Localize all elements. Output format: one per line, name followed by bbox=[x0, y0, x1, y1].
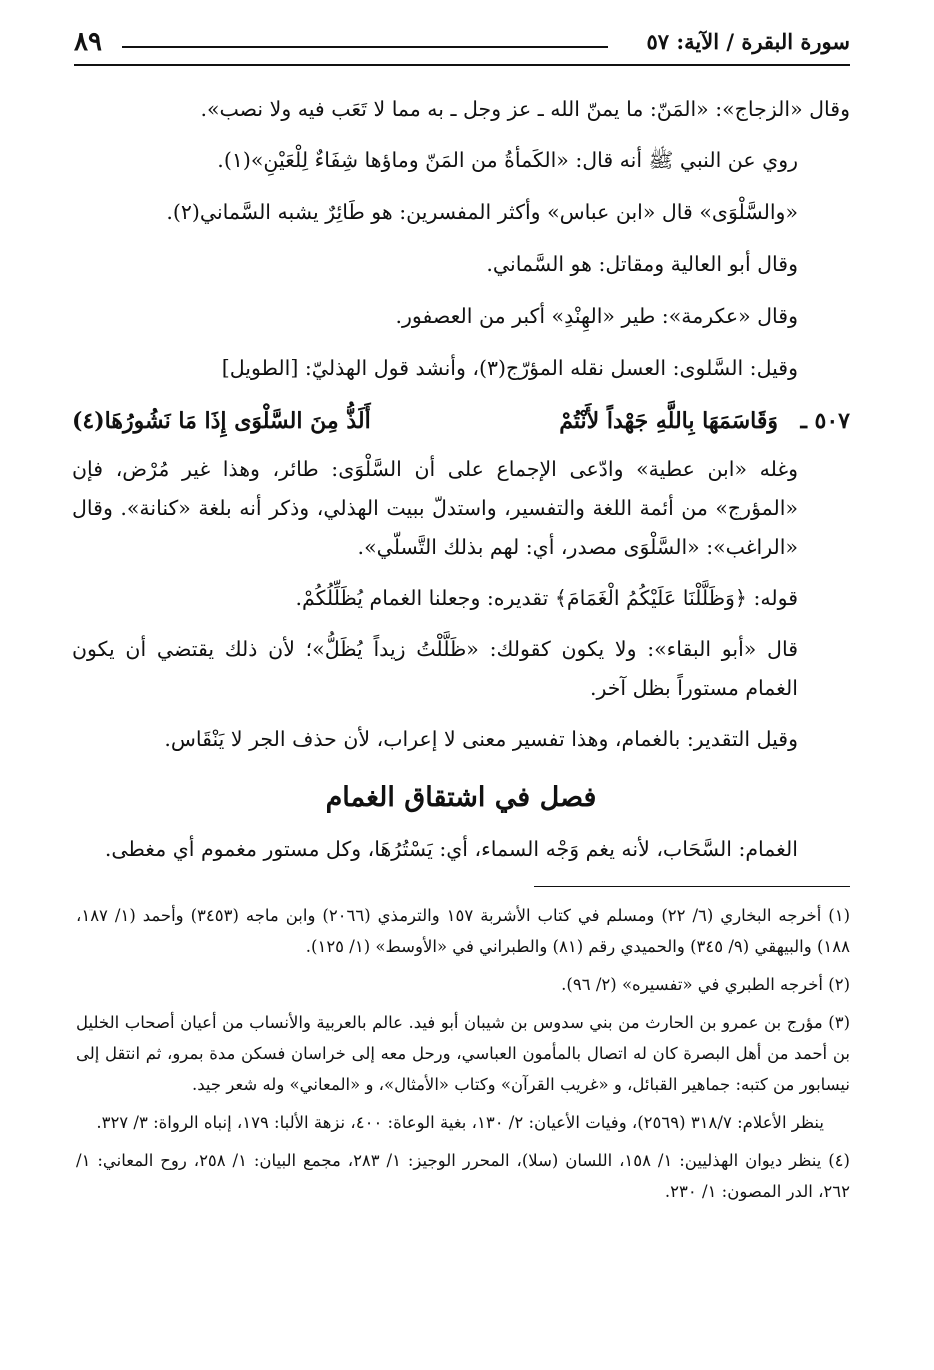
footnote: (٤) ينظر ديوان الهذليين: ١/ ١٥٨، اللسان (سلا)، المحرر الوجيز: ١/ ٢٨٣، مجمع البيان: ١/ ٢٥٨، روح المعاني: ١/ ٢٦٢، الدر المصون: ١/ ٢٣٠. bbox=[76, 1151, 850, 1201]
page-header bbox=[74, 22, 850, 62]
running-title: سورة البقرة / الآية: ٥٧ bbox=[646, 29, 850, 54]
paragraph: وغله «ابن عطية» وادّعى الإجماع على أن السَّلْوَى: طائر، وهذا غير مُرْض، فإن «المؤرج» من أئمة اللغة والتفسير، واستدلّ ببيت الهذلي، وذكر أنه بلغة «كنانة». وقال «الراغب»: «السَّلْوَى مصدر، أي: لهم بذلك التَّسلّي». bbox=[72, 457, 798, 559]
footnote: (٣) مؤرج بن عمرو بن الحارث من بني سدوس بن شيبان أبو فيد. عالم بالعربية والأنساب من أعيان أصحاب الخليل بن أحمد من أهل البصرة كان له اتصال بالمأمون العباسي، ورحل معه إلى خراسان فسكن مدة بمرو، ثم انتقل إلى نيسابور من كتبه: جماهير القبائل، و «غريب القرآن» وكتاب «الأمثال»، و «المعاني» وله شعر جيد. bbox=[76, 1013, 850, 1094]
paragraph: الغمام: السَّحَاب، لأنه يغم وَجْه السماء، أي: يَسْتُرُهَا، وكل مستور مغموم أي مغطى. bbox=[104, 837, 798, 861]
paragraph: وقال أبو العالية ومقاتل: هو السَّماني. bbox=[486, 252, 798, 276]
paragraph: روي عن النبي ﷺ أنه قال: «الكَمأةُ من المَنّ وماؤها شِفَاءٌ لِلْعَيْنِ»(١). bbox=[217, 148, 798, 172]
footnote: (٢) أخرجه الطبري في «تفسيره» (٢/ ٩٦). bbox=[561, 975, 850, 994]
paragraph: وقال «عكرمة»: طير «الهِنْدِ» أكبر من العصفور. bbox=[395, 304, 798, 328]
poetry-verse bbox=[72, 400, 850, 442]
header-dash-line bbox=[122, 46, 608, 48]
header-rule bbox=[74, 64, 850, 66]
paragraph: وقال «الزجاج»: «المَنّ: ما يمنّ الله ـ عز وجل ـ به مما لا تَعَب فيه ولا نصب». bbox=[200, 97, 850, 121]
footnote-continuation: ينظر الأعلام: ٣١٨/٧ (٢٥٦٩)، وفيات الأعيان: ٢/ ١٣٠، بغية الوعاة: ٤٠٠، نزهة الألبا: ١٧٩، إنباه الرواة: ٣/ ٣٢٧. bbox=[96, 1113, 824, 1132]
paragraph: قال «أبو البقاء»: ولا يكون كقولك: «ظَلَّلْتُ زيداً يُظَلُّ»؛ لأن ذلك يقتضي أن يكون الغمام مستوراً بظل آخر. bbox=[72, 637, 798, 700]
footnote: (١) أخرجه البخاري (٦/ ٢٢) ومسلم في كتاب الأشربة ١٥٧ والترمذي (٢٠٦٦) وابن ماجه (٣٤٥٣) وأحمد (١/ ١٨٧، ١٨٨) والبيهقي (٩/ ٣٤٥) والحميدي رقم (٨١) والطبراني في «الأوسط» (١/ ١٢٥). bbox=[76, 906, 851, 956]
footnotes bbox=[76, 900, 850, 1214]
paragraph: قوله: ﴿وَظَلَّلْنَا عَلَيْكُمُ الْغَمَامَ﴾ تقديره: وجعلنا الغمام يُظَلِّلُكُمْ. bbox=[295, 586, 798, 610]
paragraph: وقيل: السَّلوى: العسل نقله المؤرّج(٣)، وأنشد قول الهذليّ: [الطويل] bbox=[221, 356, 798, 380]
section-heading: فصل في اشتقاق الغمام bbox=[325, 782, 597, 813]
paragraph: وقيل التقدير: بالغمام، وهذا تفسير معنى لا إعراب، لأن حذف الجر لا يَنْقَاس. bbox=[164, 727, 798, 751]
page-number: ٨٩ bbox=[74, 27, 102, 57]
footnote-separator bbox=[534, 886, 850, 887]
verse-second-hemistich: أَلَذُّ مِنَ السَّلْوَى إِذَا مَا نَشُورُهَا(٤) bbox=[72, 408, 371, 434]
main-text bbox=[72, 90, 850, 871]
paragraph: «والسَّلْوَى» قال «ابن عباس» وأكثر المفسرين: هو طَائِرٌ يشبه السَّماني(٢). bbox=[166, 200, 798, 224]
verse-number: ٥٠٧ ـ bbox=[800, 408, 850, 434]
verse-first-hemistich: وَقَاسَمَهَا بِاللَّهِ جَهْداً لأَنْتُمْ bbox=[559, 408, 778, 434]
